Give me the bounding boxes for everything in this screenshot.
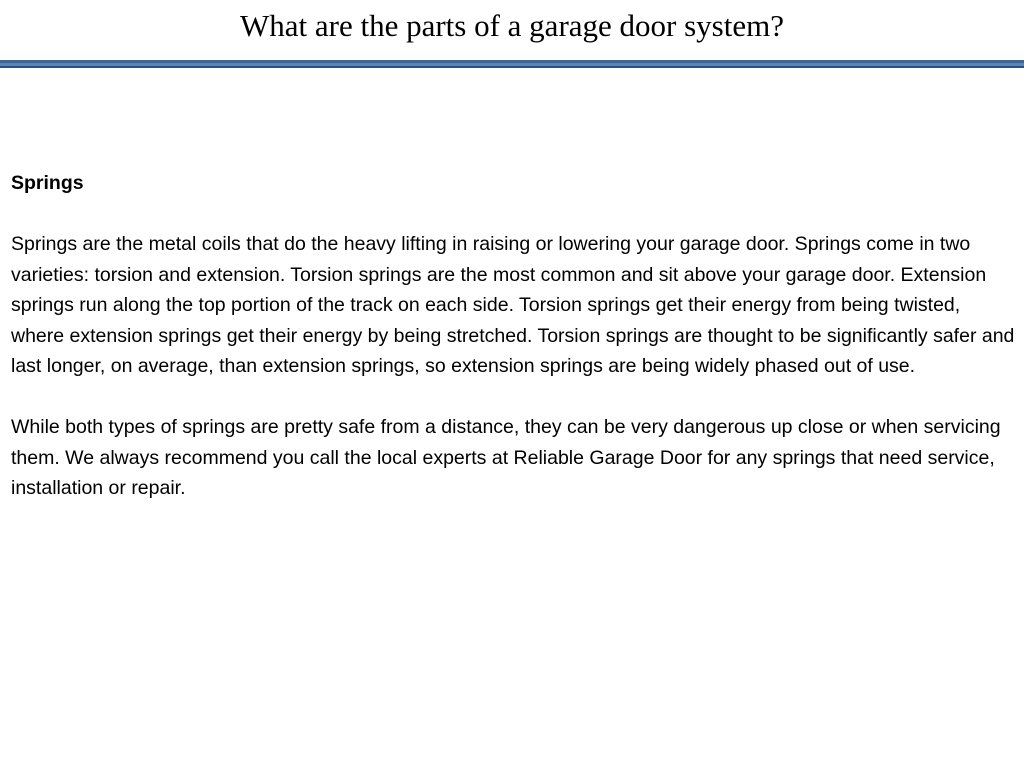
title-divider (0, 60, 1024, 69)
title-divider-line-bottom (0, 66, 1024, 68)
slide-title: What are the parts of a garage door system? (240, 8, 784, 43)
slide-body (11, 168, 1016, 534)
section-heading: Springs (11, 172, 84, 194)
body-paragraph-2: While both types of springs are pretty safe from a distance, they can be very dangerous up close or when servicing them. We always recommend you call the local experts at Reliable Garage Door for any springs that need service, installation or repair. (11, 416, 1001, 499)
body-paragraph-1: Springs are the metal coils that do the heavy lifting in raising or lowering your garage door. Springs come in two varieties: torsion and extension. Torsion springs are the most common and sit above your garage door. Extension springs run along the top portion of the track on each side. Torsion springs get their energy from being twisted, where extension springs get their energy by being stretched. Torsion springs are thought to be significantly safer and last longer, on average, than extension springs, so extension springs are being widely phased out of use. (11, 233, 1015, 377)
